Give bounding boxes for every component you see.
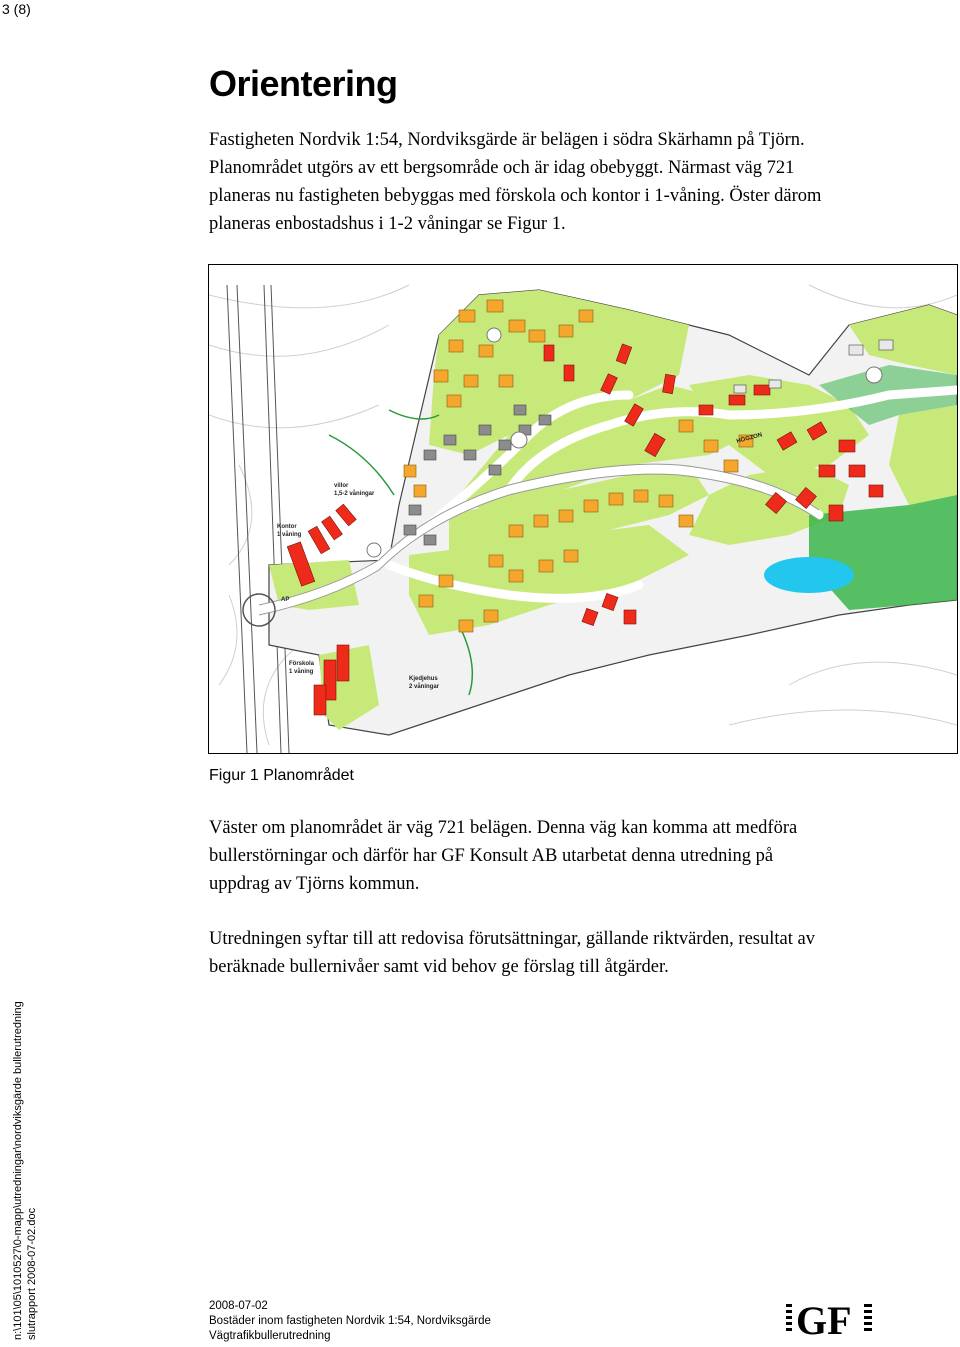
para2-line: uppdrag av Tjörns kommun. [209, 874, 420, 894]
map-label-kjedjehus: Kjedjehus [409, 676, 438, 682]
figure-caption: Figur 1 Planområdet [209, 767, 354, 784]
map-label-ap: AP [281, 597, 290, 603]
intro-line: Planområdet utgörs av ett bergsområde och är idag obebyggt. Närmast väg 721 [209, 158, 795, 178]
map-label-kontor: Kontor [277, 524, 297, 530]
body-paragraph-2 [209, 814, 889, 898]
plan-map-figure [208, 264, 958, 754]
map-label-villor: villor [334, 483, 349, 489]
page-number: 3 (8) [2, 1, 31, 17]
map-label-hogzon: HÖGZON [735, 432, 763, 445]
intro-line: planeras enbostadshus i 1-2 våningar se Figur 1. [209, 214, 566, 234]
plan-map [209, 265, 957, 753]
para3-line: Utredningen syftar till att redovisa förutsättningar, gällande riktvärden, resultat av [209, 929, 815, 949]
map-label-villor-sub: 1,5-2 våningar [334, 491, 375, 497]
map-label-forskola: Förskola [289, 661, 315, 667]
body-paragraph-3 [209, 925, 889, 981]
para2-line: bullerstörningar och därför har GF Konsult AB utarbetat denna utredning på [209, 846, 774, 866]
footer [209, 1299, 491, 1344]
footer-project: Bostäder inom fastigheten Nordvik 1:54, Nordviksgärde [209, 1315, 491, 1327]
intro-line: planeras nu fastigheten bebyggas med förskola och kontor i 1-våning. Öster därom [209, 186, 822, 206]
gf-logo [786, 1296, 876, 1338]
logo-text: GF [796, 1298, 852, 1338]
map-label-kontor-sub: 1 våning [277, 532, 302, 538]
para2-line: Väster om planområdet är väg 721 belägen. Denna väg kan komma att medföra [209, 818, 798, 838]
footer-report: Vägtrafikbullerutredning [209, 1330, 331, 1342]
sidebar-file: slutrapport 2008-07-02.doc [26, 1207, 38, 1340]
map-label-forskola-sub: 1 våning [289, 669, 314, 675]
gf-logo-mark [786, 1296, 876, 1338]
pond [764, 557, 854, 593]
intro-line: Fastigheten Nordvik 1:54, Nordviksgärde är belägen i södra Skärhamn på Tjörn. [209, 130, 805, 150]
sidebar-path: n:\101\05\1010527\0-mapp\utredningar\nordviksgärde bullerutredning [12, 1001, 24, 1340]
map-label-kjedjehus-sub: 2 våningar [409, 684, 440, 690]
section-title: Orientering [209, 63, 398, 104]
intro-paragraph [209, 126, 889, 238]
footer-date: 2008-07-02 [209, 1300, 268, 1312]
para3-line: beräknade bullernivåer samt vid behov ge förslag till åtgärder. [209, 957, 669, 977]
